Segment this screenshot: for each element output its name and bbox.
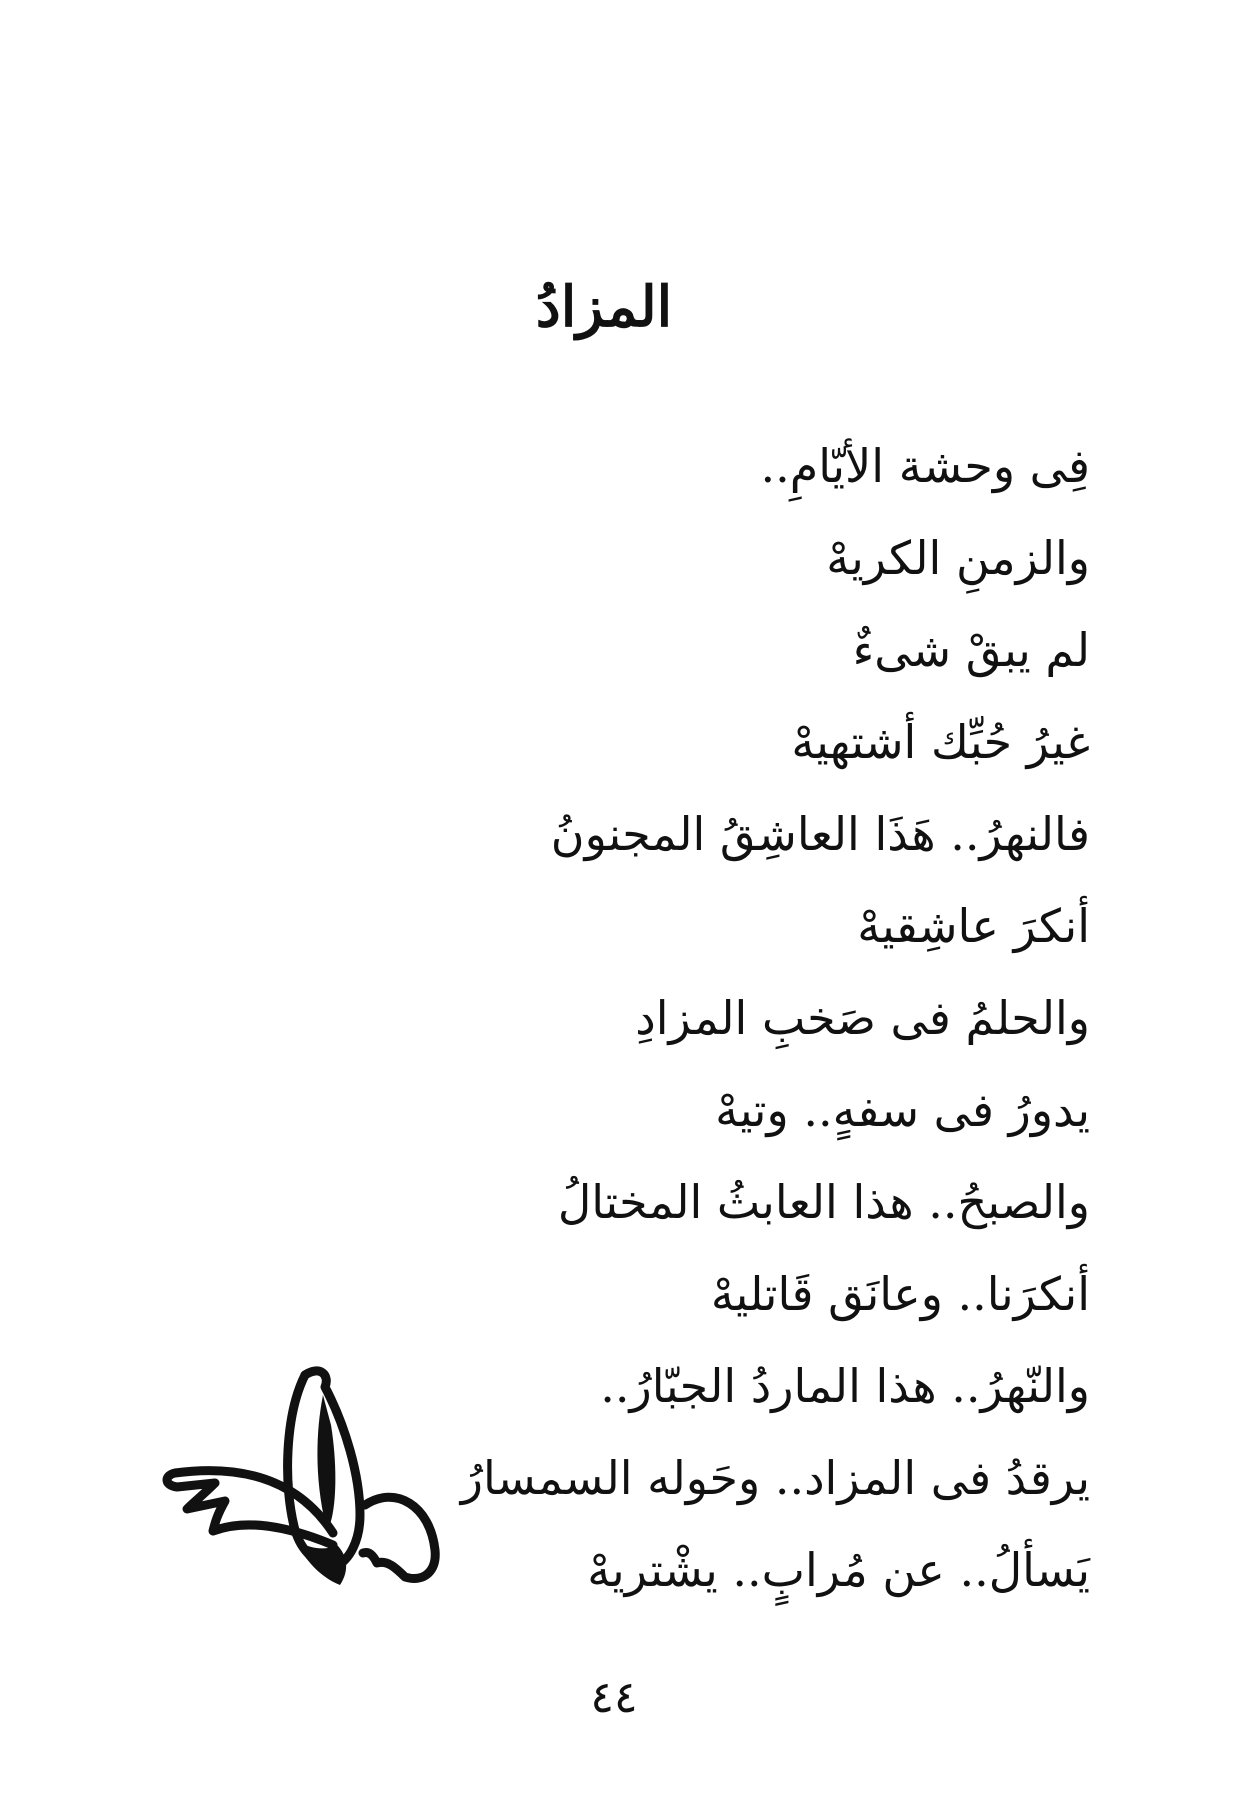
poem-line: يَسألُ.. عن مُرابٍ.. يشْتريهْ [587,1543,1090,1597]
poem-line: والزمنِ الكريهْ [826,531,1090,585]
poem-line: والحلمُ فى صَخبِ المزادِ [635,991,1090,1045]
poem-line: فالنهرُ.. هَذَا العاشِقُ المجنونُ [550,807,1090,861]
poem-line: يدورُ فى سفهٍ.. وتيهْ [715,1083,1090,1137]
poem-line: أنكرَنا.. وعانَق قَاتليهْ [710,1267,1090,1321]
poem-line: أنكرَ عاشِقيهْ [857,899,1090,953]
poem-line: فِى وحشة الأيّامِ.. [760,439,1090,493]
poem-line: والصبحُ.. هذا العابثُ المختالُ [557,1175,1090,1229]
poem-line: يرقدُ فى المزاد.. وحَوله السمسارُ [460,1451,1090,1505]
poem-line: لم يبقْ شىءٌ [852,623,1090,677]
poem-line: غيرُ حُبِّك أشتهيهْ [791,715,1090,769]
poem-title: المزادُ [535,274,673,340]
page-number: ٤٤ [590,1672,638,1723]
poem-body [370,420,1090,1616]
bird-icon [155,1355,455,1595]
poem-line: والنّهرُ.. هذا الماردُ الجبّارُ.. [600,1359,1090,1413]
